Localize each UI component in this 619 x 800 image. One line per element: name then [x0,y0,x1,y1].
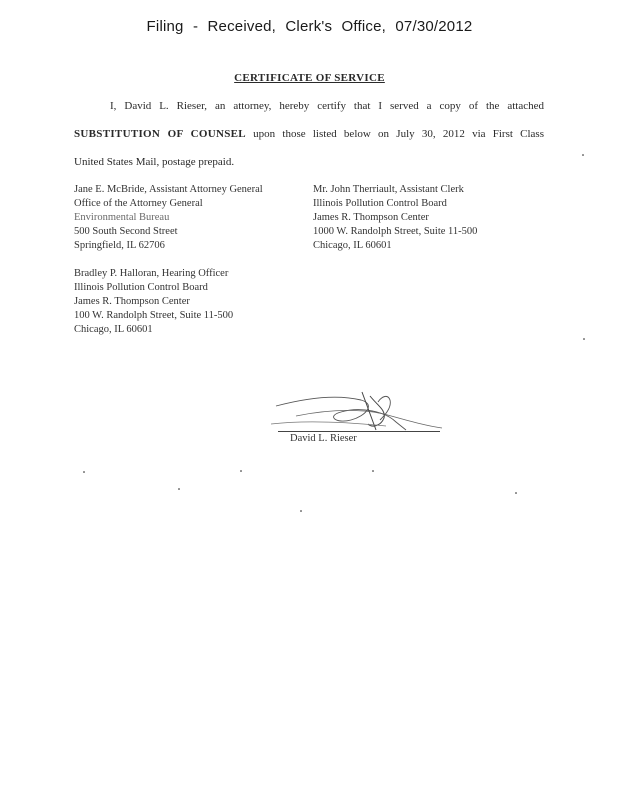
scan-speck [300,510,302,512]
addressee-line: Bradley P. Halloran, Hearing Officer [74,268,229,279]
addressee-line: Illinois Pollution Control Board [74,282,208,293]
scan-speck [583,338,585,340]
certification-line-1: I, David L. Rieser, an attorney, hereby certify that I served a copy of the attached [110,100,544,112]
addressee-line: Environmental Bureau [74,212,170,223]
addressee-line: James R. Thompson Center [74,296,190,307]
addressee-line: Illinois Pollution Control Board [313,198,447,209]
document-title: CERTIFICATE OF SERVICE [234,72,385,84]
addressee-line: 1000 W. Randolph Street, Suite 11-500 [313,226,478,237]
certification-line-3: United States Mail, postage prepaid. [74,156,235,168]
certification-line-2-rest: upon those listed below on July 30, 2012 via First Class [245,128,544,140]
addressee-line: Jane E. McBride, Assistant Attorney General [74,184,263,195]
addressee-line: Chicago, IL 60601 [313,240,392,251]
addressee-line: Springfield, IL 62706 [74,240,165,251]
addressee-block-attorney-general [74,183,304,253]
document-name: SUBSTITUTION OF COUNSEL [74,128,246,140]
scan-speck [178,488,180,490]
addressee-line: Mr. John Therriault, Assistant Clerk [313,184,464,195]
signature-line [278,431,440,432]
signer-name: David L. Rieser [290,433,357,444]
addressee-block-hearing-officer [74,267,304,337]
scan-speck [372,470,374,472]
scan-speck [83,471,85,473]
addressee-block-clerk [313,183,553,253]
addressee-line: Chicago, IL 60601 [74,324,153,335]
addressee-line: James R. Thompson Center [313,212,429,223]
filing-stamp: Filing - Received, Clerk's Office, 07/30/2012 [146,18,473,35]
addressee-line: 500 South Second Street [74,226,178,237]
scan-speck [240,470,242,472]
addressee-line: 100 W. Randolph Street, Suite 11-500 [74,310,234,321]
certification-line-2 [74,127,544,141]
scan-speck [582,154,584,156]
addressee-line: Office of the Attorney General [74,198,203,209]
scan-speck [515,492,517,494]
